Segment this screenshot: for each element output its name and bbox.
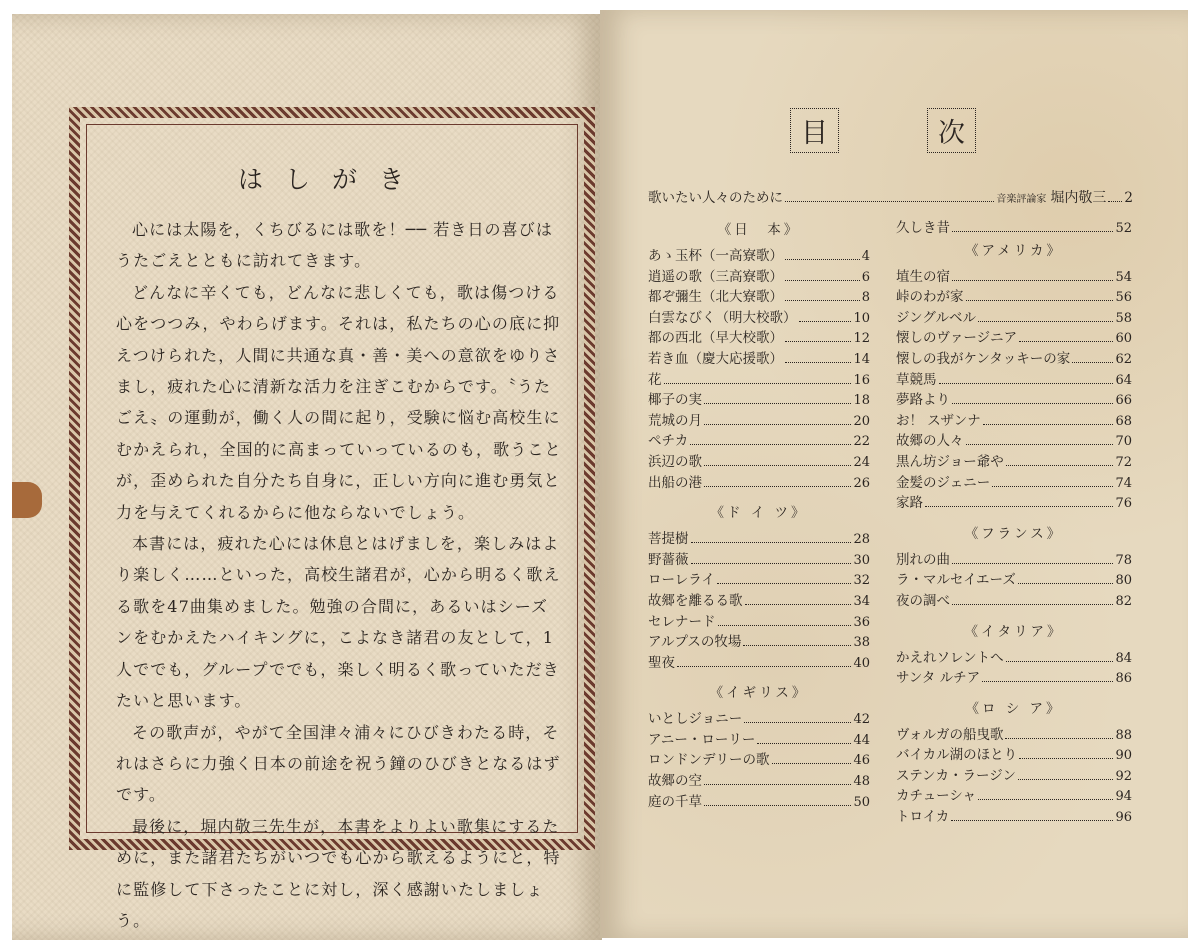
toc-entry-title: 聖夜 — [648, 654, 675, 671]
toc-entry-title: ロンドンデリーの歌 — [648, 752, 770, 769]
leader-dots — [799, 321, 852, 322]
left-page — [12, 14, 602, 940]
toc-entry-page: 24 — [853, 454, 870, 470]
toc-entry — [896, 764, 1132, 785]
toc-entry-page: 32 — [853, 573, 870, 589]
toc-section-heading: 《ロ シ ア》 — [965, 700, 1063, 717]
toc-entry-title: サンタ ルチア — [896, 670, 981, 687]
toc-entry-title: 埴生の宿 — [896, 268, 950, 285]
toc-entry-title: ジングルベル — [896, 309, 976, 326]
toc-entry-title: アニー・ローリー — [648, 731, 756, 748]
leader-dots — [704, 784, 851, 785]
toc-entry — [896, 285, 1132, 306]
toc-entry-page: 34 — [853, 593, 870, 609]
leader-dots — [772, 763, 852, 764]
toc-entry-page: 74 — [1115, 475, 1132, 491]
toc-entry-page: 12 — [853, 331, 870, 347]
leader-dots — [664, 383, 852, 384]
toc-entry — [896, 568, 1132, 589]
toc-entry-page: 96 — [1115, 810, 1132, 826]
toc-entry-page: 10 — [853, 310, 870, 326]
toc-entry-title: 別れの曲 — [896, 551, 950, 568]
toc-entry-page: 62 — [1115, 351, 1132, 367]
leader-dots — [744, 722, 851, 723]
leader-dots — [785, 259, 860, 260]
toc-entry-title: 夢路より — [896, 392, 950, 409]
toc-entry — [896, 409, 1132, 430]
toc-entry — [648, 326, 870, 347]
toc-entry-page: 78 — [1115, 552, 1132, 568]
toc-entry-title: ペチカ — [648, 433, 689, 450]
toc-entry-page: 86 — [1115, 671, 1132, 687]
toc-entry-title: ヴォルガの船曳歌 — [896, 726, 1004, 743]
leader-dots — [1018, 779, 1114, 780]
toc-entry-page: 22 — [853, 434, 870, 450]
toc-entry-page: 66 — [1115, 393, 1132, 409]
toc-section-heading: 《フランス》 — [964, 525, 1064, 542]
toc-entry-page: 88 — [1115, 727, 1132, 743]
leader-dots — [691, 563, 852, 564]
toc-entry — [648, 450, 870, 471]
toc-entry — [648, 651, 870, 672]
leader-dots — [983, 424, 1114, 425]
toc-entry — [648, 630, 870, 651]
toc-entry — [648, 589, 870, 610]
foreword-paragraph: 最後に，堀内敬三先生が，本書をよりよい歌集にするために，また諸君たちがいつでも心から歌えるようにと，特に監修して下さったことに対し，深く感謝いたしましょう。 — [116, 816, 561, 930]
toc-section-heading: 《アメリカ》 — [964, 242, 1064, 259]
leader-dots — [743, 645, 851, 646]
toc-entry-title: 懐しのヴァージニア — [896, 330, 1018, 347]
leader-dots — [1006, 465, 1114, 466]
leader-dots — [978, 321, 1113, 322]
toc-entry-title: 夜の調べ — [896, 592, 950, 609]
toc-entry-page: 48 — [853, 774, 870, 790]
toc-entry — [648, 429, 870, 450]
leader-dots — [704, 465, 851, 466]
toc-entry-page: 16 — [853, 372, 870, 388]
toc-entry-page: 18 — [853, 393, 870, 409]
leader-dots — [1072, 362, 1113, 363]
toc-entry-page: 80 — [1115, 573, 1132, 589]
toc-intro-entry — [648, 186, 1133, 207]
leader-dots — [785, 300, 860, 301]
leader-dots — [718, 625, 852, 626]
foreword-title: はしがき — [237, 165, 426, 194]
leader-dots — [952, 604, 1113, 605]
toc-entry-title: 浜辺の歌 — [648, 453, 702, 470]
toc-entry — [896, 548, 1132, 569]
toc-entry-page: 38 — [853, 635, 870, 651]
leader-dots — [690, 444, 851, 445]
toc-entry-page: 58 — [1115, 310, 1132, 326]
toc-entry — [896, 784, 1132, 805]
toc-entry-page: 72 — [1115, 454, 1132, 470]
toc-entry — [648, 707, 870, 728]
leader-dots — [966, 444, 1114, 445]
toc-entry-title: あゝ玉杯（一高寮歌） — [648, 248, 783, 264]
toc-entry-title: 故郷を離るる歌 — [648, 592, 743, 609]
leader-dots — [966, 300, 1114, 301]
foreword-paragraph: どんなに辛くても，どんなに悲しくても，歌は傷つける心をつつみ，やわらげます。それは，私たちの心の底に抑えつけられた，人間に共通な真・善・美への意欲をゆりさまし，疲れた心に清新な活力を注ぎこむからです。〝うたごえ〟の運動が，働く人の間に起り，受験に悩む高校生にむかえられ，全国的に高まっていっているのも，歌うことが，歪められた自分たち自身に，正しい方向に進む勇気と力を与えてくれるからに他ならないでしょう。 — [116, 282, 562, 522]
leader-dots — [1006, 661, 1114, 662]
toc-entry-title: かえれソレントへ — [896, 649, 1004, 666]
toc-entry — [648, 568, 870, 589]
toc-entry-title: 都ぞ彌生（北大寮歌） — [648, 289, 783, 306]
toc-entry-title: 白雲なびく（明大校歌） — [648, 309, 797, 326]
leader-dots — [978, 799, 1113, 800]
leader-dots — [785, 280, 860, 281]
toc-entry-page: 50 — [853, 794, 870, 810]
leader-dots — [992, 486, 1113, 487]
toc-entry-title: トロイカ — [896, 809, 950, 826]
leader-dots — [757, 743, 851, 744]
toc-entry-page: 92 — [1115, 768, 1132, 784]
toc-entry-title: 庭の千草 — [648, 793, 702, 810]
intro-author: 堀内敬三 — [1050, 190, 1107, 206]
toc-entry-page: 56 — [1115, 290, 1132, 306]
toc-entry — [648, 388, 870, 409]
toc-entry-title: お！ スザンナ — [896, 412, 981, 429]
toc-entry — [896, 589, 1132, 610]
leader-dots — [982, 681, 1113, 682]
toc-entry-title: 懐しの我がケンタッキーの家 — [896, 350, 1071, 367]
toc-entry-title: 荒城の月 — [648, 412, 702, 429]
toc-column-left — [648, 216, 870, 810]
toc-entry-title: ラ・マルセイエーズ — [896, 572, 1016, 589]
toc-entry-page: 4 — [861, 249, 870, 264]
toc-title — [790, 108, 976, 152]
toc-entry-title: バイカル湖のほとり — [896, 747, 1018, 764]
intro-page: 2 — [1124, 190, 1133, 206]
leader-dots — [704, 403, 851, 404]
toc-entry — [648, 527, 870, 548]
leader-dots — [704, 486, 851, 487]
leader-dots — [717, 583, 852, 584]
leader-dots — [785, 362, 851, 363]
toc-entry-title: 黒ん坊ジョー爺や — [896, 453, 1004, 470]
toc-entry-title: 草競馬 — [896, 371, 937, 388]
foreword-paragraph: その歌声が，やがて全国津々浦々にひびきわたる時，それはさらに力強く日本の前途を祝う鐘のひびきとなるはずです。 — [116, 722, 561, 805]
leader-dots — [691, 542, 852, 543]
toc-entry — [896, 347, 1132, 368]
toc-entry-title: 都の西北（早大校歌） — [648, 330, 783, 347]
toc-entry — [648, 285, 870, 306]
toc-title-char: 次 — [927, 108, 976, 153]
leader-dots — [952, 403, 1113, 404]
leader-dots — [1018, 583, 1114, 584]
toc-column-right — [896, 216, 1132, 826]
toc-entry-title: 逍遥の歌（三高寮歌） — [648, 268, 783, 285]
foreword-paragraph: 本書には，疲れた心には休息とはげましを，楽しみはより楽しく……といった，高校生諸君が，心から明るく歌える歌を47曲集めました。勉強の合間に，あるいはシーズンをむかえたハイキングに，こよなき諸君の友として，1人ででも，グループででも，楽しく明るく歌っていただきたいと思います。 — [116, 534, 561, 711]
toc-entry — [896, 450, 1132, 471]
toc-entry-title: セレナード — [648, 613, 716, 630]
toc-section-heading: 《ド イ ツ》 — [710, 505, 808, 522]
toc-entry-title: 野薔薇 — [648, 551, 689, 568]
toc-section-heading: 《イギリス》 — [709, 685, 809, 702]
leader-dots — [1108, 201, 1122, 202]
toc-entry — [648, 368, 870, 389]
toc-entry-page: 36 — [853, 614, 870, 630]
toc-entry — [896, 388, 1132, 409]
leader-dots — [925, 506, 1113, 507]
toc-entry-title: ローレライ — [648, 572, 715, 589]
leader-dots — [1019, 758, 1113, 759]
toc-entry-page: 30 — [853, 552, 870, 568]
toc-title-char: 目 — [790, 108, 839, 153]
decorative-frame — [69, 107, 595, 930]
toc-entry — [896, 666, 1132, 687]
toc-entry-title: 峠のわが家 — [896, 289, 964, 306]
toc-entry — [896, 216, 1132, 237]
toc-entry-title: アルプスの牧場 — [648, 634, 742, 651]
leader-dots — [952, 280, 1113, 281]
toc-entry — [648, 790, 870, 811]
toc-entry-title: 若き血（慶大応援歌） — [648, 350, 783, 367]
leader-dots — [939, 383, 1114, 384]
toc-entry-title: 故郷の空 — [648, 773, 702, 790]
toc-entry — [648, 306, 870, 327]
toc-entry-title: 花 — [648, 371, 662, 388]
toc-entry — [648, 548, 870, 569]
toc-entry-title: 家路 — [896, 495, 923, 512]
leader-dots — [785, 341, 851, 342]
toc-entry-page: 26 — [853, 475, 870, 491]
toc-entry — [896, 723, 1132, 744]
toc-entry — [896, 306, 1132, 327]
leader-dots — [704, 424, 851, 425]
toc-entry — [648, 748, 870, 769]
toc-entry-title: 久しき昔 — [896, 220, 950, 236]
leader-dots — [704, 805, 851, 806]
toc-entry — [896, 743, 1132, 764]
toc-entry-title: ステンカ・ラージン — [896, 767, 1016, 784]
toc-entry — [648, 769, 870, 790]
leader-dots — [1019, 341, 1113, 342]
toc-entry-page: 20 — [853, 413, 870, 429]
toc-entry — [896, 368, 1132, 389]
toc-entry-page: 14 — [853, 351, 870, 367]
leader-dots — [785, 201, 994, 202]
leader-dots — [952, 231, 1113, 232]
toc-entry-page: 70 — [1115, 434, 1132, 450]
toc-entry-page: 68 — [1115, 413, 1132, 429]
toc-entry — [896, 646, 1132, 667]
toc-entry-page: 6 — [861, 269, 870, 285]
toc-entry — [896, 429, 1132, 450]
toc-entry — [648, 471, 870, 492]
toc-entry-page: 54 — [1115, 269, 1132, 285]
toc-entry-page: 44 — [853, 732, 870, 748]
toc-entry-title: カチューシャ — [896, 788, 977, 805]
foreword-body — [116, 214, 564, 936]
leader-dots — [677, 666, 851, 667]
toc-entry — [648, 728, 870, 749]
toc-entry-page: 76 — [1115, 496, 1132, 512]
toc-entry — [896, 805, 1132, 826]
leader-dots — [1005, 738, 1113, 739]
right-page — [600, 10, 1188, 938]
toc-entry — [648, 409, 870, 430]
foreword-paragraph: 心には太陽を，くちびるには歌を！── 若き日の喜びはうたごえとともに訪れてきます。 — [116, 220, 553, 271]
toc-entry-title: 金髪のジェニー — [896, 474, 991, 491]
leader-dots — [951, 820, 1113, 821]
toc-entry — [648, 610, 870, 631]
toc-section-heading: 《日 本》 — [717, 222, 801, 238]
toc-entry-page: 82 — [1115, 593, 1132, 609]
toc-entry — [896, 265, 1132, 286]
leader-dots — [952, 563, 1113, 564]
toc-entry-page: 84 — [1115, 650, 1132, 666]
toc-entry — [648, 265, 870, 286]
toc-entry-page: 60 — [1115, 331, 1132, 347]
toc-entry-page: 42 — [853, 712, 870, 728]
toc-entry — [648, 347, 870, 368]
toc-entry-title: 菩提樹 — [648, 531, 689, 548]
toc-entry-page: 52 — [1115, 221, 1132, 236]
toc-entry-title: 椰子の実 — [648, 392, 702, 409]
toc-entry-page: 64 — [1115, 372, 1132, 388]
toc-entry-page: 90 — [1115, 748, 1132, 764]
leader-dots — [745, 604, 852, 605]
intro-text: 歌いたい人々のために — [648, 190, 783, 206]
toc-entry-page: 28 — [853, 532, 870, 548]
toc-entry-page: 46 — [853, 753, 870, 769]
toc-entry-page: 94 — [1115, 789, 1132, 805]
toc-entry-title: 出船の港 — [648, 474, 702, 491]
toc-entry-page: 40 — [853, 655, 870, 671]
toc-entry — [648, 244, 870, 265]
toc-entry-title: 故郷の人々 — [896, 433, 964, 450]
toc-entry — [896, 471, 1132, 492]
toc-entry-title: いとしジョニー — [648, 711, 743, 728]
intro-author-role: 音楽評論家 — [996, 194, 1047, 205]
toc-entry — [896, 491, 1132, 512]
toc-section-heading: 《イタリア》 — [964, 623, 1064, 640]
toc-entry-page: 8 — [861, 290, 870, 306]
binding-tab — [12, 482, 42, 518]
toc-entry — [896, 326, 1132, 347]
